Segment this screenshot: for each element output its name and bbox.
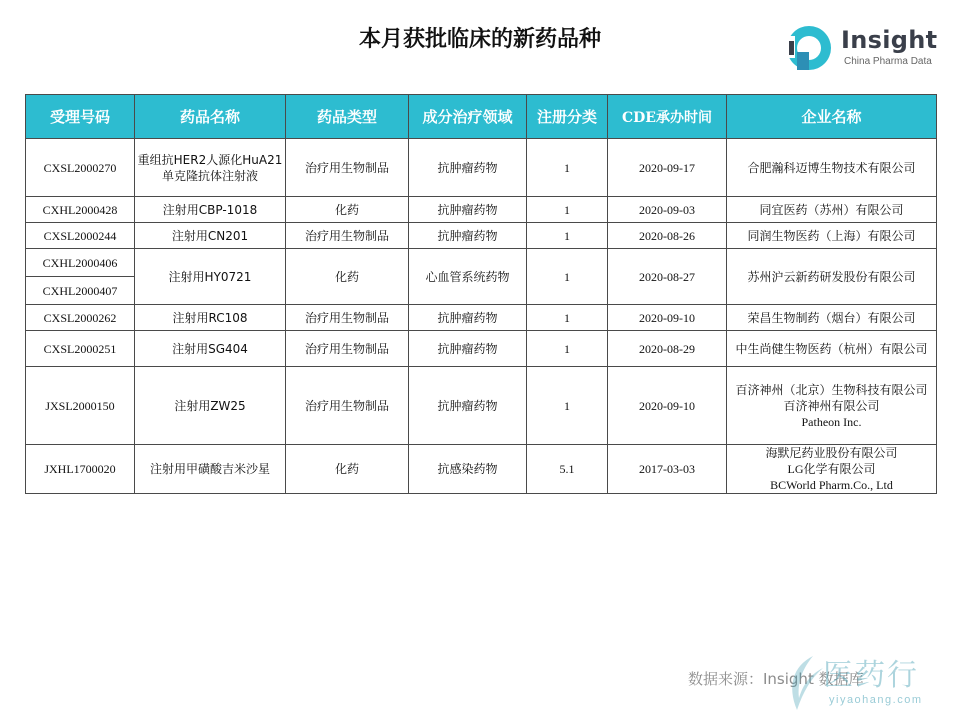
page-title: 本月获批临床的新药品种 [358, 27, 601, 52]
company-name: 百济神州（北京）生物科技有限公司 [735, 382, 928, 397]
company-name: 海默尼药业股份有限公司 [765, 446, 898, 460]
cell-registration-class: 1 [527, 249, 608, 305]
cell-company [727, 305, 937, 331]
table-row [26, 223, 937, 249]
table-row [26, 445, 937, 494]
cell-therapeutic-area: 抗肿瘤药物 [409, 331, 527, 367]
cell-therapeutic-area: 抗肿瘤药物 [409, 367, 527, 445]
cell-application-no: CXSL2000270 [26, 139, 135, 197]
cell-drug-name: 注射用CBP-1018 [135, 197, 286, 223]
company-name: 荣昌生物制药（烟台）有限公司 [747, 310, 916, 325]
watermark-url: yiyaohang.com [829, 694, 923, 706]
header-drug-type: 药品类型 [286, 95, 409, 139]
table-row [26, 367, 937, 445]
header-registration-class: 注册分类 [527, 95, 608, 139]
data-source-note: 数据来源：Insight 数据库 [688, 670, 864, 688]
cell-company [727, 139, 937, 197]
cell-application-no: CXHL2000407 [26, 277, 135, 305]
logo-subtitle: China Pharma Data [844, 56, 932, 67]
cell-drug-name: 注射用甲磺酸吉米沙星 [135, 445, 286, 494]
cell-therapeutic-area: 心血管系统药物 [409, 249, 527, 305]
cell-therapeutic-area: 抗感染药物 [409, 445, 527, 494]
cell-registration-class: 1 [527, 139, 608, 197]
cell-registration-class: 1 [527, 305, 608, 331]
insight-logo-icon [783, 22, 839, 78]
leaf-icon [783, 652, 827, 714]
cell-registration-class: 1 [527, 367, 608, 445]
cell-company [727, 445, 937, 494]
insight-logo [783, 22, 943, 78]
cell-application-no: CXSL2000244 [26, 223, 135, 249]
cell-therapeutic-area: 抗肿瘤药物 [409, 139, 527, 197]
header-drug-name: 药品名称 [135, 95, 286, 139]
company-name: 合肥瀚科迈博生物技术有限公司 [747, 160, 916, 175]
header-cde-date: CDE承办时间 [608, 95, 727, 139]
watermark [783, 650, 953, 716]
cell-drug-type: 化药 [286, 445, 409, 494]
cell-drug-type: 治疗用生物制品 [286, 305, 409, 331]
header-company: 企业名称 [727, 95, 937, 139]
cell-therapeutic-area: 抗肿瘤药物 [409, 197, 527, 223]
company-name: 中生尚健生物医药（杭州）有限公司 [735, 341, 928, 356]
cell-company [727, 223, 937, 249]
cell-drug-type: 治疗用生物制品 [286, 331, 409, 367]
company-name: LG化学有限公司 [787, 462, 876, 476]
cell-drug-type: 化药 [286, 197, 409, 223]
cell-therapeutic-area: 抗肿瘤药物 [409, 305, 527, 331]
table-row [26, 139, 937, 197]
cell-drug-name: 重组抗HER2人源化HuA21单克隆抗体注射液 [135, 139, 286, 197]
cell-cde-date: 2020-09-10 [608, 305, 727, 331]
cell-drug-name: 注射用CN201 [135, 223, 286, 249]
cell-cde-date: 2020-09-10 [608, 367, 727, 445]
table-row [26, 249, 937, 277]
cell-cde-date: 2017-03-03 [608, 445, 727, 494]
cell-registration-class: 1 [527, 223, 608, 249]
cell-registration-class: 1 [527, 331, 608, 367]
cell-company [727, 367, 937, 445]
cell-cde-date: 2020-09-17 [608, 139, 727, 197]
company-name: 同宜医药（苏州）有限公司 [759, 202, 904, 217]
cell-cde-date: 2020-08-26 [608, 223, 727, 249]
cell-application-no: CXHL2000406 [26, 249, 135, 277]
cell-cde-date: 2020-08-29 [608, 331, 727, 367]
logo-name: Insight [841, 26, 938, 54]
cell-cde-date: 2020-08-27 [608, 249, 727, 305]
table-row [26, 305, 937, 331]
watermark-text: 医药行 [823, 658, 919, 693]
table-row [26, 197, 937, 223]
cell-drug-name: 注射用RC108 [135, 305, 286, 331]
cell-drug-type: 治疗用生物制品 [286, 223, 409, 249]
table-header-row [26, 95, 937, 139]
cell-application-no: CXSL2000251 [26, 331, 135, 367]
cell-drug-name: 注射用ZW25 [135, 367, 286, 445]
cell-drug-name: 注射用HY0721 [135, 249, 286, 305]
table-row [26, 331, 937, 367]
cell-drug-name: 注射用SG404 [135, 331, 286, 367]
cell-company [727, 249, 937, 305]
cell-company [727, 197, 937, 223]
company-name: BCWorld Pharm.Co., Ltd [770, 478, 893, 492]
cell-registration-class: 5.1 [527, 445, 608, 494]
cell-application-no: CXSL2000262 [26, 305, 135, 331]
cell-drug-type: 化药 [286, 249, 409, 305]
company-name: 同润生物医药（上海）有限公司 [747, 228, 916, 243]
cell-drug-type: 治疗用生物制品 [286, 139, 409, 197]
cell-application-no: CXHL2000428 [26, 197, 135, 223]
cell-application-no: JXSL2000150 [26, 367, 135, 445]
company-name: Patheon Inc. [801, 414, 862, 429]
cell-registration-class: 1 [527, 197, 608, 223]
header-application-no: 受理号码 [26, 95, 135, 139]
cell-application-no: JXHL1700020 [26, 445, 135, 494]
cell-company [727, 331, 937, 367]
company-name: 百济神州有限公司 [783, 398, 880, 413]
new-drug-table [25, 94, 937, 494]
cell-cde-date: 2020-09-03 [608, 197, 727, 223]
header-therapeutic-area: 成分治疗领域 [409, 95, 527, 139]
cell-therapeutic-area: 抗肿瘤药物 [409, 223, 527, 249]
cell-drug-type: 治疗用生物制品 [286, 367, 409, 445]
company-name: 苏州沪云新药研发股份有限公司 [747, 269, 916, 284]
